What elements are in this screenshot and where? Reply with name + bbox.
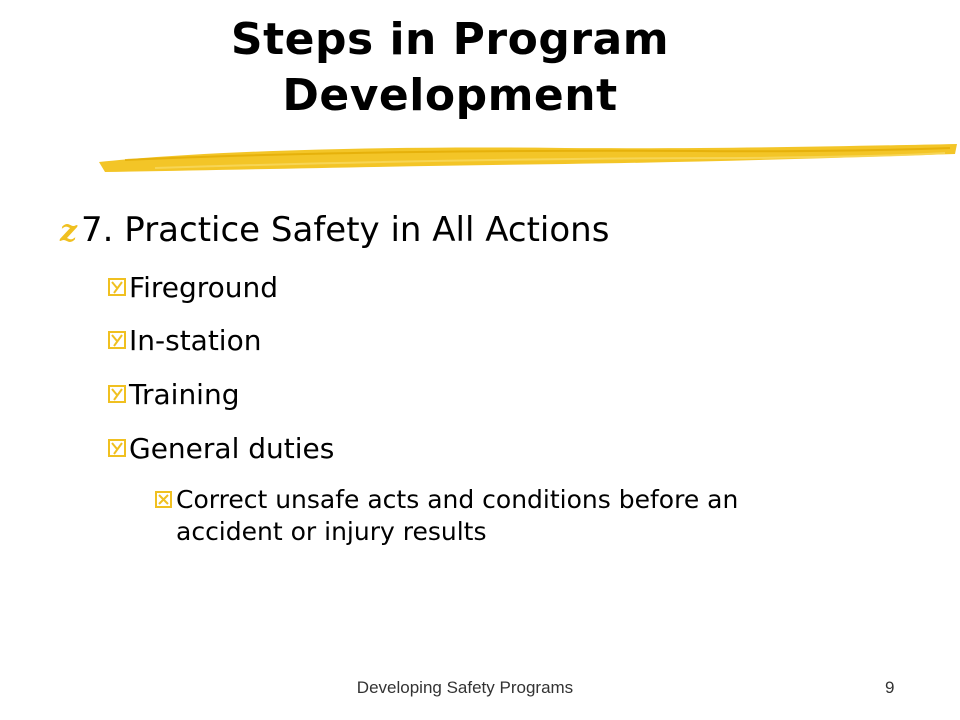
slide-title bbox=[120, 12, 780, 124]
sub-bullet-text: Fireground bbox=[129, 271, 279, 304]
z-bullet-icon: z bbox=[60, 214, 78, 249]
sub-bullet-fireground bbox=[108, 270, 278, 306]
title-line-2: Development bbox=[282, 70, 618, 121]
title-line-1: Steps in Program bbox=[230, 14, 670, 65]
sub-sub-bullet-text: Correct unsafe acts and conditions before an accident or injury results bbox=[176, 485, 739, 546]
y-bullet-icon bbox=[108, 278, 126, 296]
page-number: 9 bbox=[885, 678, 895, 697]
y-bullet-icon bbox=[108, 439, 126, 457]
main-bullet bbox=[60, 208, 609, 254]
sub-bullet-text: In-station bbox=[129, 324, 262, 357]
y-bullet-icon bbox=[108, 331, 126, 349]
sub-bullet-in-station bbox=[108, 323, 261, 359]
brush-stroke-underline bbox=[95, 138, 960, 178]
footer-title: Developing Safety Programs bbox=[356, 678, 574, 697]
sub-bullet-text: Training bbox=[129, 378, 240, 411]
sub-bullet-training bbox=[108, 377, 239, 413]
sub-bullet-general-duties bbox=[108, 431, 334, 467]
sub-sub-bullet bbox=[155, 484, 816, 548]
main-bullet-text: 7. Practice Safety in All Actions bbox=[81, 210, 610, 250]
x-bullet-icon bbox=[155, 491, 172, 508]
y-bullet-icon bbox=[108, 385, 126, 403]
sub-bullet-text: General duties bbox=[129, 432, 335, 465]
